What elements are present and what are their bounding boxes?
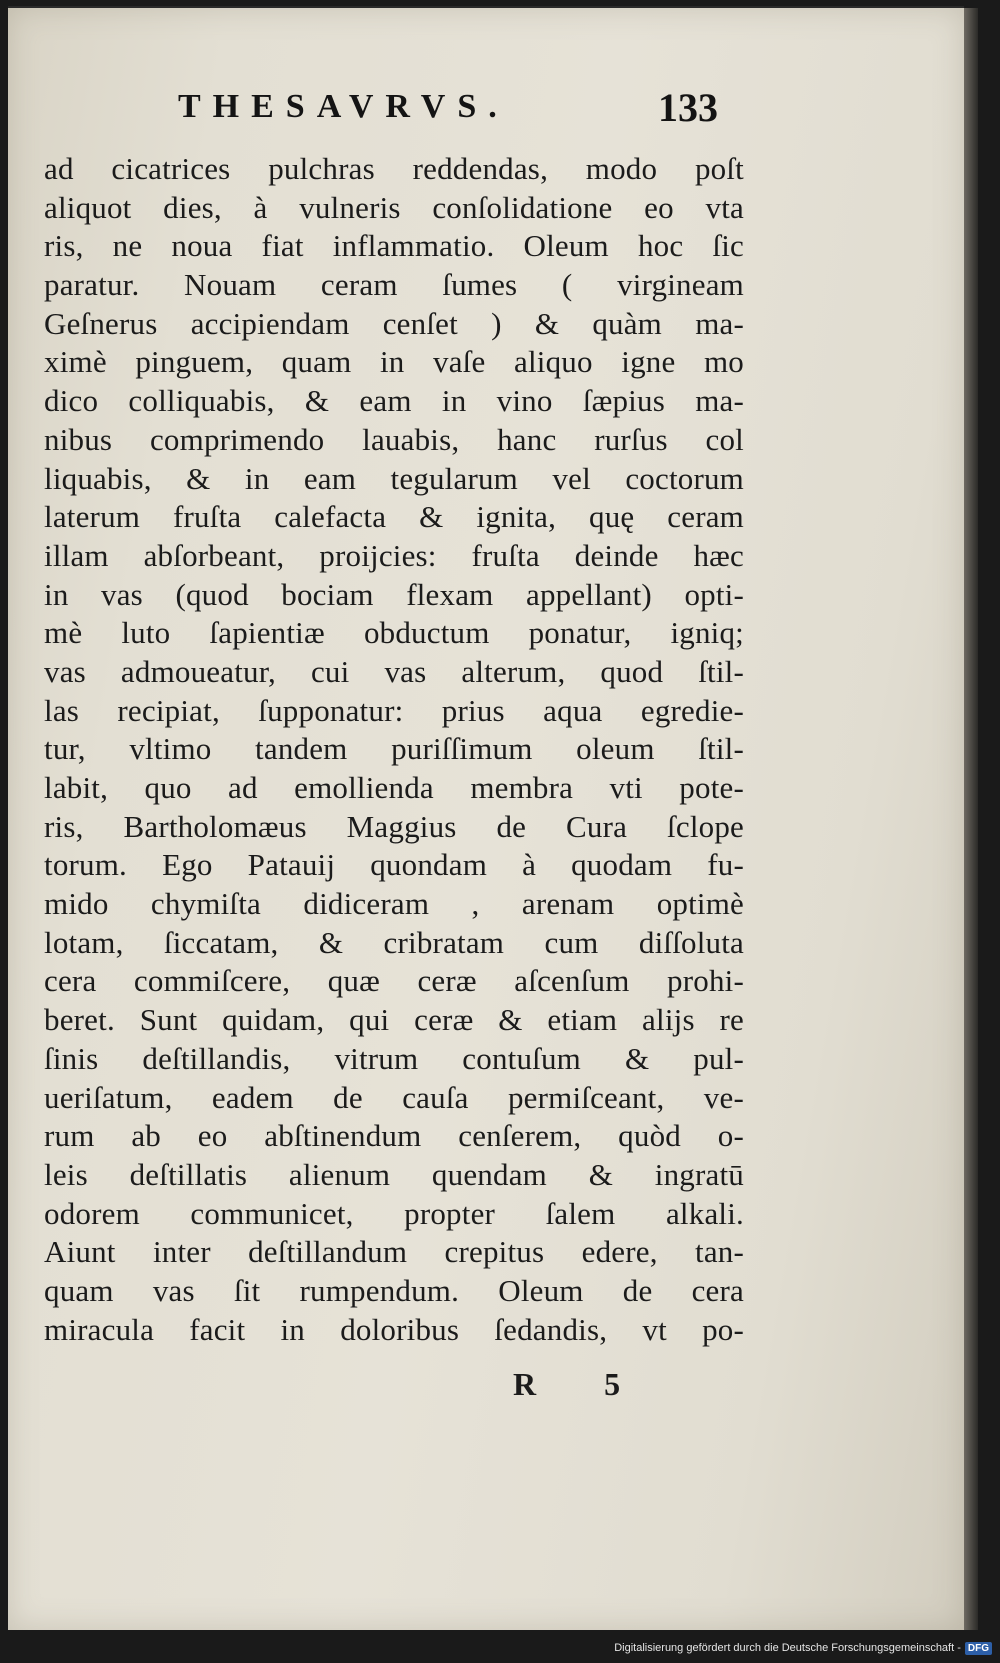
page-number: 133 (658, 85, 718, 130)
text-line: torum. Ego Patauij quondam à quodam fu- (44, 847, 744, 883)
text-line: vas admoueatur, cui vas alterum, quod ſtil- (44, 653, 744, 689)
text-line: aliquot dies, à vulneris conſolidatione eo vta (44, 189, 744, 225)
body-text (44, 150, 744, 1349)
text-line: mè luto ſapientiæ obductum ponatur, igniq; (44, 615, 744, 651)
text-line: odorem communicet, propter ſalem alkali. (44, 1195, 744, 1231)
text-line: leis deſtillatis alienum quendam & ingratū (44, 1156, 744, 1192)
text-line: paratur. Nouam ceram ſumes ( virgineam (44, 267, 744, 303)
text-line: labit, quo ad emollienda membra vti pote- (44, 770, 744, 805)
text-line: lotam, ſiccatam, & cribratam cum diſſoluta (44, 924, 744, 960)
signature-mark: R 5 (513, 1366, 651, 1402)
text-line: laterum fruſta calefacta & ignita, quę ceram (44, 499, 744, 535)
text-line: illam abſorbeant, proijcies: fruſta deinde hæc (44, 537, 744, 573)
dfg-logo: DFG (965, 1642, 992, 1655)
text-line: ad cicatrices pulchras reddendas, modo poſt (44, 151, 744, 186)
text-line: Aiunt inter deſtillandum crepitus edere, tan- (44, 1234, 744, 1270)
running-head (178, 85, 718, 138)
text-line: dico colliquabis, & eam in vino ſæpius ma- (44, 383, 744, 419)
text-line: liquabis, & in eam tegularum vel coctorum (44, 460, 744, 496)
book-page (8, 6, 964, 1630)
text-line: tur, vltimo tandem puriſſimum oleum ſtil- (44, 731, 744, 767)
credit-text: Digitalisierung gefördert durch die Deutsche Forschungsgemeinschaft - (614, 1642, 961, 1654)
text-line: ximè pinguem, quam in vaſe aliquo igne mo (44, 344, 744, 380)
text-line: ueriſatum, eadem de cauſa permiſceant, ve- (44, 1079, 744, 1115)
text-line: ris, Bartholomæus Maggius de Cura ſclope (44, 808, 744, 844)
text-line: miracula facit in doloribus ſedandis, vt po- (44, 1311, 744, 1347)
text-line: nibus comprimendo lauabis, hanc rurſus col (44, 421, 744, 457)
text-line: ris, ne noua fiat inflammatio. Oleum hoc ſic (44, 228, 744, 264)
running-title: THESAVRVS. (178, 88, 509, 125)
text-line: quam vas ſit rumpendum. Oleum de cera (44, 1272, 744, 1308)
text-line: cera commiſcere, quæ ceræ aſcenſum prohi- (44, 963, 744, 999)
text-line: las recipiat, ſupponatur: prius aqua egredie- (44, 692, 744, 728)
digitization-credit (614, 1637, 992, 1659)
text-line: beret. Sunt quidam, qui ceræ & etiam alijs re (44, 1002, 744, 1038)
text-line: ſinis deſtillandis, vitrum contuſum & pul- (44, 1040, 744, 1076)
text-line: Geſnerus accipiendam cenſet ) & quàm ma- (44, 305, 744, 341)
text-line: mido chymiſta didiceram , arenam optimè (44, 886, 744, 922)
text-line: rum ab eo abſtinendum cenſerem, quòd o- (44, 1118, 744, 1154)
text-line: in vas (quod bociam flexam appellant) opti- (44, 576, 744, 612)
